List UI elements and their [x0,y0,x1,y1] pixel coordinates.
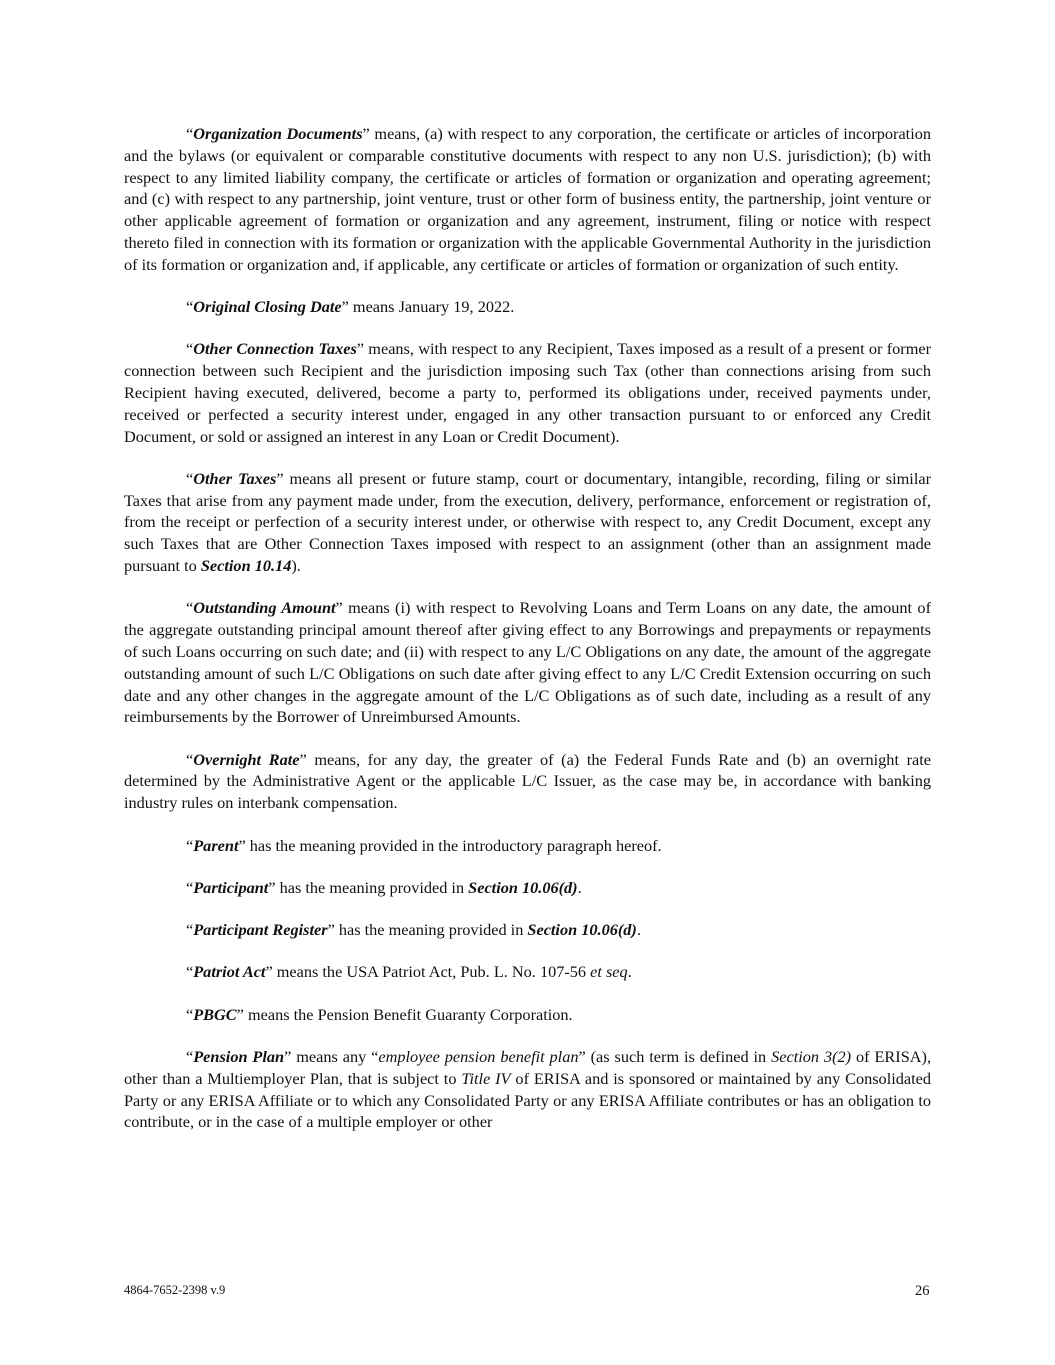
defined-term: Overnight Rate [193,749,300,769]
definition-paragraph [124,835,931,857]
defined-term: Other Connection Taxes [193,339,357,359]
definition-paragraph [124,961,931,983]
definition-text: of ERISA and is sponsored or maintained by any Consolidated Party or any ERISA Affiliate or to which any Consolidated Party or any ERISA Affiliate contributes or has an obligation to contribute, or in the case of a multiple employer or other [124,1068,932,1132]
definition-text: “ [186,339,194,359]
definition-text: ” has the meaning provided in the introductory paragraph hereof. [238,835,662,855]
definition-text: ). [291,556,301,576]
defined-term: Participant [193,877,269,897]
definition-paragraph [124,597,931,728]
definition-text: ” has the meaning provided in [268,877,469,897]
defined-term: Participant Register [193,920,328,940]
definition-paragraph [124,749,931,814]
italic-text: employee pension benefit plan [378,1047,579,1066]
definition-text: ” means the Pension Benefit Guaranty Corporation. [236,1004,573,1024]
definition-text: “ [186,877,194,897]
italic-text: Title IV [461,1068,511,1088]
definition-text: . [627,962,632,982]
definition-text: ” means, for any day, the greater of (a) the Federal Funds Rate and (b) an overnight rate determined by the Administrative Agent or the applicable L/C Issuer, as the case may be, in accordance with banking industry rules on interbank compensation. [124,749,932,813]
definition-text: ” means, with respect to any Recipient, Taxes imposed as a result of a present or former connection between such Recipient and the jurisdiction imposing such Tax (other than connections arising from such Recipient having executed, delivered, become a party to, performed its obligations under, received payments under, received or perfected a security interest under, engaged in any other transaction pursuant to or enforced any Credit Document, or sold or assigned an interest in any Loan or Credit Document). [124,339,932,446]
defined-term: Pension Plan [193,1047,285,1066]
definition-text: of ERISA), other than a Multiemployer Plan, that is subject to [124,1047,932,1088]
defined-term: Other Taxes [193,468,277,488]
definition-text: “ [186,962,194,982]
definition-paragraph [124,1046,931,1133]
definition-text: ” means all present or future stamp, court or documentary, intangible, recording, filing or similar Taxes that arise from any payment made under, from the execution, delivery, performance, enforcement or registration of, from the receipt or perfection of a security interest under, or otherwise with respect to, any Credit Document, except any such Taxes that are Other Connection Taxes imposed with respect to an assignment (other than an assignment made pursuant to [124,468,932,576]
document-body [124,123,931,1154]
definition-text: ” means (i) with respect to Revolving Loans and Term Loans on any date, the amount of the aggregate outstanding principal amount thereof after giving effect to any Borrowings and prepayments or repayments of such Loans occurring on such date; and (ii) with respect to any L/C Obligations on any date, the amount of the aggregate outstanding amount of such L/C Obligations on such date after giving effect to any L/C Credit Extension occurring on such date and any other changes in the aggregate amount of the L/C Obligations as of such date, including as a result of any reimbursements by the Borrower of Unreimbursed Amounts. [124,598,931,727]
definition-text: ” has the meaning provided in [327,920,528,940]
definition-text: . [636,920,641,940]
definition-paragraph [124,296,931,318]
section-reference: Section 10.06(d) [468,877,578,897]
definition-paragraph [124,919,931,941]
definition-text: “ [186,297,194,317]
definition-text: ” means any “ [284,1047,379,1066]
defined-term: Parent [193,835,239,855]
definition-text: “ [186,468,194,488]
definition-text: ” (as such term is defined in [578,1047,772,1066]
definition-paragraph [124,123,931,276]
italic-text: Section 3(2) [771,1047,852,1066]
defined-term: Original Closing Date [193,297,342,317]
definition-text: “ [186,124,194,143]
definition-text: ” means the USA Patriot Act, Pub. L. No. 107-56 [265,962,591,982]
definition-text: ” means, (a) with respect to any corporation, the certificate or articles of incorporation and the bylaws (or equivalent or comparable constitutive documents with respect to any non U.S. jurisdiction); (b) with respect to any limited liability company, the certificate or articles of formation or organization and operating agreement; and (c) with respect to any partnership, joint venture, trust or other form of business entity, the partnership, joint venture or other applicable agreement of formation or organization and any agreement, instrument, filing or notice with respect thereto filed in connection with its formation or organization with the applicable Governmental Authority in the jurisdiction of its formation or organization and, if applicable, any certificate or articles of formation or organization of such entity. [124,124,932,274]
page-number: 26 [915,1283,930,1299]
section-reference: Section 10.14 [200,556,292,576]
definition-paragraph [124,338,931,447]
definition-text: “ [186,835,194,855]
section-reference: Section 10.06(d) [527,920,637,940]
definition-text: “ [186,920,194,940]
definition-text: “ [186,598,194,618]
definition-text: “ [186,1004,194,1024]
definition-text: “ [186,1047,194,1066]
definition-text: ” means January 19, 2022. [341,297,515,317]
defined-term: Organization Documents [193,124,363,143]
definition-paragraph [124,1004,931,1026]
defined-term: Patriot Act [193,962,266,982]
document-id: 4864-7652-2398 v.9 [124,1283,226,1297]
definition-paragraph [124,877,931,899]
defined-term: Outstanding Amount [193,598,336,618]
definition-text: “ [186,749,194,769]
italic-text: et seq [590,962,628,982]
definition-text: . [577,877,582,897]
definition-paragraph [124,468,931,577]
defined-term: PBGC [193,1004,237,1024]
